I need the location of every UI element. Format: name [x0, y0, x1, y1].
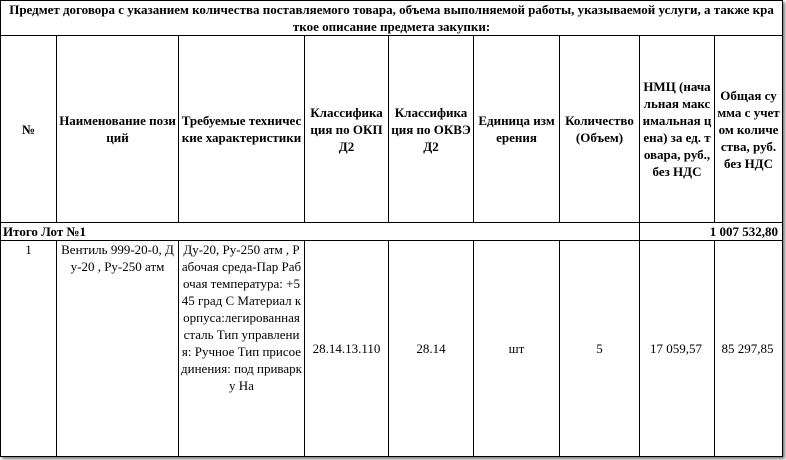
row-total: 85 297,85	[715, 241, 783, 457]
total-sum: 1 007 532,80	[640, 223, 783, 241]
total-label: Итого Лот №1	[1, 223, 640, 241]
header-okpd2: Классификация по ОКПД2	[305, 36, 389, 223]
row-unit: шт	[474, 241, 560, 457]
header-tech: Требуемые технические характеристики	[179, 36, 305, 223]
row-okved2: 28.14	[389, 241, 474, 457]
header-name: Наименование позиций	[57, 36, 179, 223]
row-okpd2: 28.14.13.110	[305, 241, 389, 457]
header-row	[1, 36, 783, 223]
header-qty: Количество (Объем)	[560, 36, 640, 223]
table-title: Предмет договора с указанием количества поставляемого товара, объема выполняемой работы, указываемой услуги, а также краткое описание предмета закупки:	[1, 1, 783, 36]
header-num: №	[1, 36, 57, 223]
row-price: 17 059,57	[640, 241, 715, 457]
row-num: 1	[1, 241, 57, 457]
header-nmc: НМЦ (начальная максимальная цена) за ед. товара, руб., без НДС	[640, 36, 715, 223]
table-row	[1, 241, 783, 457]
row-name: Вентиль 999-20-0, Ду-20 , Ру-250 атм	[57, 241, 179, 457]
header-total: Общая сумма с учетом количества, руб. без НДС	[715, 36, 783, 223]
header-okved2: Классификация по ОКВЭД2	[389, 36, 474, 223]
header-unit: Единица измерения	[474, 36, 560, 223]
row-qty: 5	[560, 241, 640, 457]
row-tech: Ду-20, Ру-250 атм , Рабочая среда-Пар Рабочая температура: +545 град С Материал корпуса:легированная сталь Тип управления: Ручное Тип присоединения: под приварку На	[179, 241, 305, 457]
total-row	[1, 223, 783, 241]
